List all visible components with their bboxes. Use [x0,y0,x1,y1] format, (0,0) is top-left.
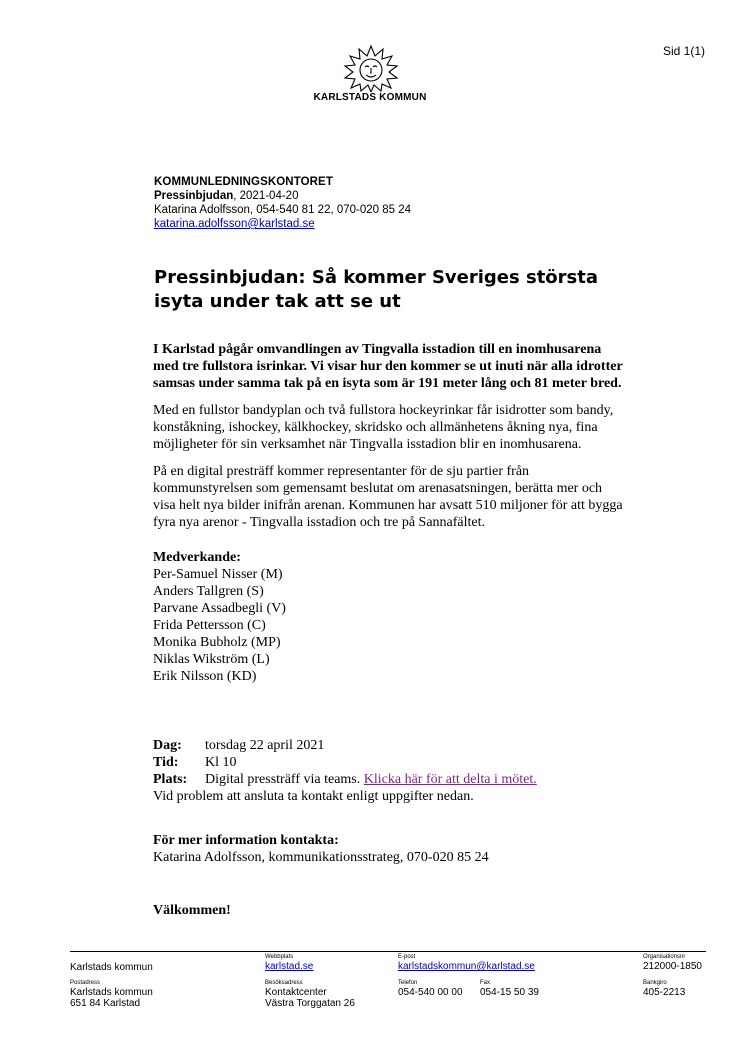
footer-visit [265,980,355,1009]
footer-web-label: Webbplats [265,954,294,960]
participant-item: Niklas Wikström (L) [153,652,270,667]
footer-divider [70,951,706,952]
org-name: KARLSTADS KOMMUN [313,92,427,103]
place-row [153,771,633,788]
time-label: Tid: [153,755,179,770]
contact-line: Katarina Adolfsson, 054-540 81 22, 070-020 85 24 [154,204,412,216]
footer-phone-value: 054-540 00 00 [398,987,463,998]
footer-org: Karlstads kommun [70,962,153,973]
participant-item: Erik Nilsson (KD) [153,669,257,684]
footer-web [265,954,313,972]
participant-item: Parvane Assadbegli (V) [153,601,286,616]
join-meeting-link[interactable]: Klicka här för att delta i mötet. [363,772,537,787]
footer-postal [70,980,153,1009]
contact-heading: För mer information kontakta: [153,833,339,848]
footer-web-link[interactable]: karlstad.se [265,961,314,972]
participant-item: Per-Samuel Nisser (M) [153,567,283,582]
title-line-2: isyta under tak att se ut [154,291,401,312]
welcome-text: Välkommen! [153,903,231,918]
footer-phone [398,980,463,998]
contact-section [153,832,633,866]
footer-visit-line2: Västra Torggatan 26 [265,998,355,1009]
participant-item: Anders Tallgren (S) [153,584,264,599]
event-details [153,737,633,805]
footer-email [398,954,535,972]
time-value: Kl 10 [205,755,237,770]
place-value: Digital pressträff via teams. [205,772,364,787]
doc-date: , 2021-04-20 [233,190,299,202]
footer-phone-label: Telefon [398,980,418,986]
footer-postal-line2: 651 84 Karlstad [70,998,141,1009]
doc-type: Pressinbjudan [154,190,234,202]
contact-person: Katarina Adolfsson, kommunikationsstrateg, 070-020 85 24 [153,850,489,865]
day-label: Dag: [153,738,182,753]
footer-visit-label: Besöksadress [265,980,303,986]
time-row [153,754,633,771]
header-email-link[interactable]: katarina.adolfsson@karlstad.se [154,218,315,230]
footer-orgnr-label: Organisationsnr [643,954,686,960]
page-title [154,266,624,314]
participants-heading: Medverkande: [153,550,241,565]
day-row [153,737,633,754]
paragraph-1: Med en fullstor bandyplan och två fullstora hockeyrinkar får isidrotter som bandy, konståkning, ishockey, kälkhockey, skridsko och allmänhetens åkning nya, fina möjligheter för sin verksamhet när Tingvalla isstadion blir en inomhusarena. [153,403,614,452]
participant-item: Monika Bubholz (MP) [153,635,281,650]
day-value: torsdag 22 april 2021 [205,738,325,753]
body-text [153,341,623,685]
page-number: Sid 1(1) [662,44,705,58]
footer-visit-line1: Kontaktcenter [265,987,327,998]
footer-bankgiro-label: Bankgiro [643,980,667,986]
participant-item: Frida Pettersson (C) [153,618,266,633]
paragraph-2: På en digital presträff kommer representanter för de sju partier från kommunstyrelsen som gemensamt beslutat om arenasatsningen, berätta mer och visa helt nya bilder inifrån arenan. Kommunen har avsatt 510 miljoner för att bygga fyra nya arenor - Tingvalla isstadion och tre på Sannafältet. [153,464,623,530]
participants-list [153,566,623,685]
lead-paragraph: I Karlstad pågår omvandlingen av Tingvalla isstadion till en inomhusarena med tre fullstora isrinkar. Vi visar hur den kommer se ut inuti när alla idrotter samsas under samma tak på en isyta som är 191 meter lång och 81 meter bred. [153,342,623,391]
document-header [154,175,411,231]
footer-bankgiro-value: 405-2213 [643,987,686,998]
footer-orgnr-value: 212000-1850 [643,961,702,972]
footer-fax-label: Fax [480,980,491,986]
footer-fax [480,980,539,998]
title-line-1: Pressinbjudan: Så kommer Sveriges största [154,267,599,288]
footer-orgnr [643,954,702,972]
footer-postal-label: Postadress [70,980,101,986]
footer-bankgiro [643,980,685,998]
footer-email-label: E-post [398,954,416,960]
place-label: Plats: [153,772,188,787]
karlstad-sun-logo [331,44,411,92]
footer-email-link[interactable]: karlstadskommun@karlstad.se [398,961,535,972]
footer-fax-value: 054-15 50 39 [480,987,539,998]
problem-note: Vid problem att ansluta ta kontakt enligt uppgifter nedan. [153,789,474,804]
footer-postal-line1: Karlstads kommun [70,987,153,998]
department: KOMMUNLEDNINGSKONTORET [154,176,333,188]
doc-type-date-line [154,189,411,203]
